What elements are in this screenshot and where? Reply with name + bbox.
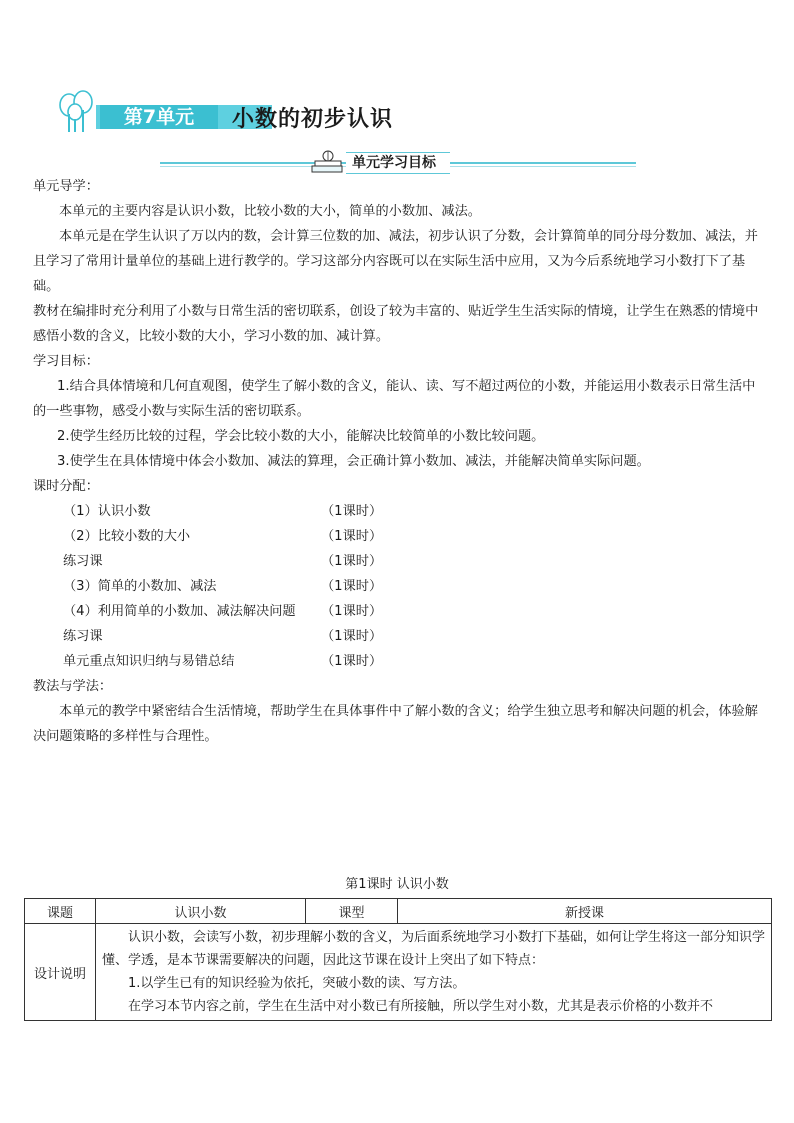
- topic-value: 认识小数: [96, 899, 306, 924]
- schedule-lesson-name: 练习课: [63, 629, 103, 644]
- schedule-lesson-name: （4）利用简单的小数加、减法解决问题: [63, 604, 296, 619]
- type-label: 课型: [306, 899, 398, 924]
- method-section: [33, 674, 763, 749]
- unit-label: 第7单元: [100, 105, 218, 129]
- topic-label: 课题: [25, 899, 96, 924]
- objectives-banner: [160, 150, 636, 174]
- schedule-hours: （1课时）: [321, 604, 383, 619]
- schedule-lesson-name: （2）比较小数的大小: [63, 529, 191, 544]
- goal-item: 2.使学生经历比较的过程，学会比较小数的大小，能解决比较简单的小数比较问题。: [57, 429, 545, 444]
- guide-paragraph: 本单元的主要内容是认识小数，比较小数的大小，简单的小数加、减法。: [59, 204, 481, 219]
- schedule-hours: （1课时）: [321, 529, 383, 544]
- goals-heading: 学习目标：: [33, 354, 99, 369]
- design-label: 设计说明: [25, 924, 96, 1021]
- guide-paragraph: 本单元是在学生认识了万以内的数，会计算三位数的加、减法，初步认识了分数，会计算简单的同分母分数加、减法，并且学习了常用计量单位的基础上进行教学的。学习这部分内容既可以在实际生活中应用，又为今后系统地学习小数打下了基础。: [33, 229, 758, 294]
- method-heading: 教法与学法：: [33, 679, 113, 694]
- method-paragraph: 本单元的教学中紧密结合生活情境，帮助学生在具体事件中了解小数的含义；给学生独立思考和解决问题的机会，体验解决问题策略的多样性与合理性。: [33, 704, 758, 744]
- schedule-hours: （1课时）: [321, 654, 383, 669]
- type-value: 新授课: [398, 899, 772, 924]
- schedule-hours: （1课时）: [321, 554, 383, 569]
- design-description: [96, 924, 772, 1021]
- design-paragraph: 认识小数，会读写小数，初步理解小数的含义，为后面系统地学习小数打下基础，如何让学生将这一部分知识学懂、学透，是本节课需要解决的问题，因此这节课在设计上突出了如下特点：: [102, 930, 766, 968]
- schedule-hours: （1课时）: [321, 579, 383, 594]
- schedule-hours: （1课时）: [321, 504, 383, 519]
- lesson-caption: 第1课时 认识小数: [345, 877, 449, 892]
- design-paragraph: 在学习本节内容之前，学生在生活中对小数已有所接触，所以学生对小数，尤其是表示价格的小数并不: [128, 999, 714, 1014]
- objectives-label: 单元学习目标: [346, 152, 450, 174]
- tree-icon: [56, 90, 100, 134]
- unit-body: [33, 174, 763, 499]
- books-icon: [310, 150, 346, 174]
- table-row: [25, 899, 772, 924]
- guide-paragraph: 教材在编排时充分利用了小数与日常生活的密切联系，创设了较为丰富的、贴近学生生活实际的情境，让学生在熟悉的情境中感悟小数的含义，比较小数的大小，学习小数的加、减计算。: [33, 304, 759, 344]
- goal-item: 1.结合具体情境和几何直观图，使学生了解小数的含义，能认、读、写不超过两位的小数，并能运用小数表示日常生活中的一些事物，感受小数与实际生活的密切联系。: [33, 379, 756, 419]
- schedule-lesson-name: 单元重点知识归纳与易错总结: [63, 654, 235, 669]
- schedule-lesson-name: （1）认识小数: [63, 504, 151, 519]
- unit-title: 小数的初步认识: [232, 107, 394, 132]
- guide-heading: 单元导学：: [33, 179, 99, 194]
- schedule-lesson-name: 练习课: [63, 554, 103, 569]
- lesson-table: [24, 898, 772, 1021]
- goal-item: 3.使学生在具体情境中体会小数加、减法的算理，会正确计算小数加、减法，并能解决简单实际问题。: [57, 454, 650, 469]
- schedule-heading: 课时分配：: [33, 479, 99, 494]
- schedule-lesson-name: （3）简单的小数加、减法: [63, 579, 217, 594]
- table-row: [25, 924, 772, 1021]
- schedule-hours: （1课时）: [321, 629, 383, 644]
- design-paragraph: 1.以学生已有的知识经验为依托，突破小数的读、写方法。: [128, 976, 466, 991]
